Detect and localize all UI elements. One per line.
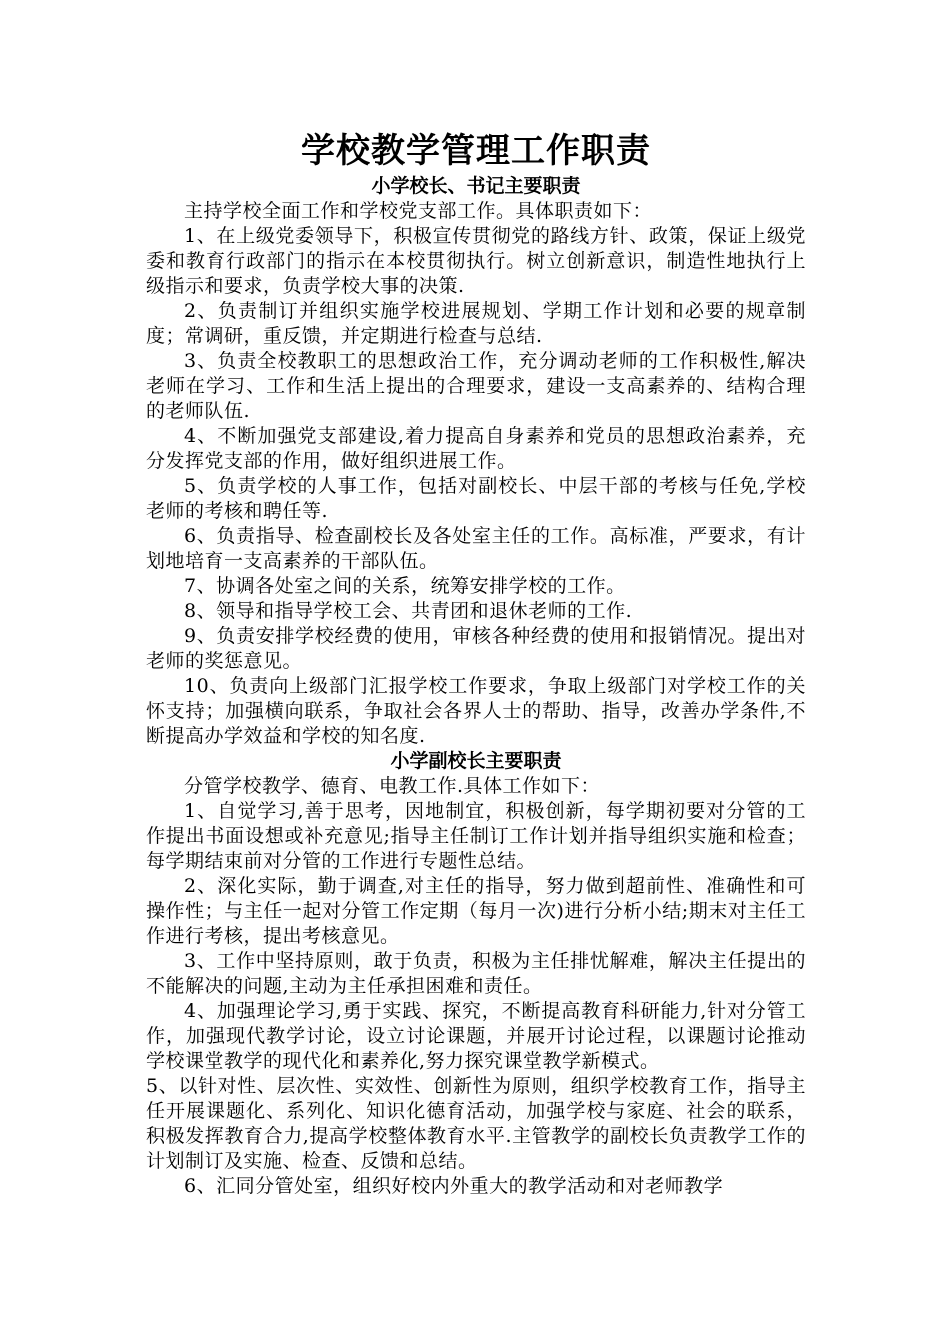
paragraph: 1、在上级党委领导下，积极宣传贯彻党的路线方针、政策，保证上级党委和教育行政部门的指示在本校贯彻执行。树立创新意识，制造性地执行上级指示和要求，负责学校大事的决策. — [146, 225, 806, 297]
paragraph: 7、协调各处室之间的关系，统筹安排学校的工作。 — [184, 575, 626, 597]
section-heading-principal: 小学校长、书记主要职责 — [371, 175, 581, 197]
paragraph: 6、负责指导、检查副校长及各处室主任的工作。高标准，严要求，有计划地培育一支高素养的干部队伍。 — [146, 525, 806, 572]
paragraph: 5、以针对性、层次性、实效性、创新性为原则，组织学校教育工作，指导主任开展课题化、系列化、知识化德育活动，加强学校与家庭、社会的联系，积极发挥教育合力,提高学校整体教育水平.主管教学的副校长负责教学工作的计划制订及实施、检查、反馈和总结。 — [146, 1075, 806, 1172]
paragraph: 分管学校教学、德育、电教工作.具体工作如下： — [184, 775, 601, 797]
document-title: 学校教学管理工作职责 — [301, 131, 651, 171]
paragraph: 9、负责安排学校经费的使用，审核各种经费的使用和报销情况。提出对老师的奖惩意见。 — [146, 625, 806, 672]
paragraph: 5、负责学校的人事工作，包括对副校长、中层干部的考核与任免,学校老师的考核和聘任等. — [146, 475, 806, 522]
paragraph: 4、加强理论学习,勇于实践、探究，不断提高教育科研能力,针对分管工作，加强现代教学讨论，设立讨论课题，并展开讨论过程，以课题讨论推动学校课堂教学的现代化和素养化,努力探究课堂教学新模式。 — [146, 1000, 806, 1072]
paragraph: 8、领导和指导学校工会、共青团和退休老师的工作. — [184, 600, 633, 622]
paragraph: 1、自觉学习,善于思考，因地制宜，积极创新，每学期初要对分管的工作提出书面设想或补充意见;指导主任制订工作计划并指导组织实施和检查；每学期结束前对分管的工作进行专题性总结。 — [146, 800, 806, 872]
paragraph: 3、负责全校教职工的思想政治工作，充分调动老师的工作积极性,解决老师在学习、工作和生活上提出的合理要求，建设一支高素养的、结构合理的老师队伍. — [146, 350, 806, 422]
paragraph: 3、工作中坚持原则，敢于负责，积极为主任排忧解难，解决主任提出的不能解决的问题,主动为主任承担困难和责任。 — [146, 950, 806, 997]
paragraph: 6、汇同分管处室，组织好校内外重大的教学活动和对老师教学 — [184, 1175, 724, 1197]
paragraph: 主持学校全面工作和学校党支部工作。具体职责如下： — [184, 200, 653, 222]
paragraph: 2、负责制订并组织实施学校进展规划、学期工作计划和必要的规章制度；常调研，重反馈，并定期进行检查与总结. — [146, 300, 806, 347]
paragraph: 4、不断加强党支部建设,着力提高自身素养和党员的思想政治素养，充分发挥党支部的作用，做好组织进展工作。 — [146, 425, 806, 472]
document-page — [146, 128, 806, 1199]
section-heading-vice-principal: 小学副校长主要职责 — [390, 750, 562, 772]
paragraph: 2、深化实际，勤于调查,对主任的指导，努力做到超前性、准确性和可操作性；与主任一起对分管工作定期（每月一次)进行分析小结;期末对主任工作进行考核，提出考核意见。 — [146, 875, 806, 947]
paragraph: 10、负责向上级部门汇报学校工作要求，争取上级部门对学校工作的关怀支持；加强横向联系，争取社会各界人士的帮助、指导，改善办学条件,不断提高办学效益和学校的知名度. — [146, 675, 806, 747]
